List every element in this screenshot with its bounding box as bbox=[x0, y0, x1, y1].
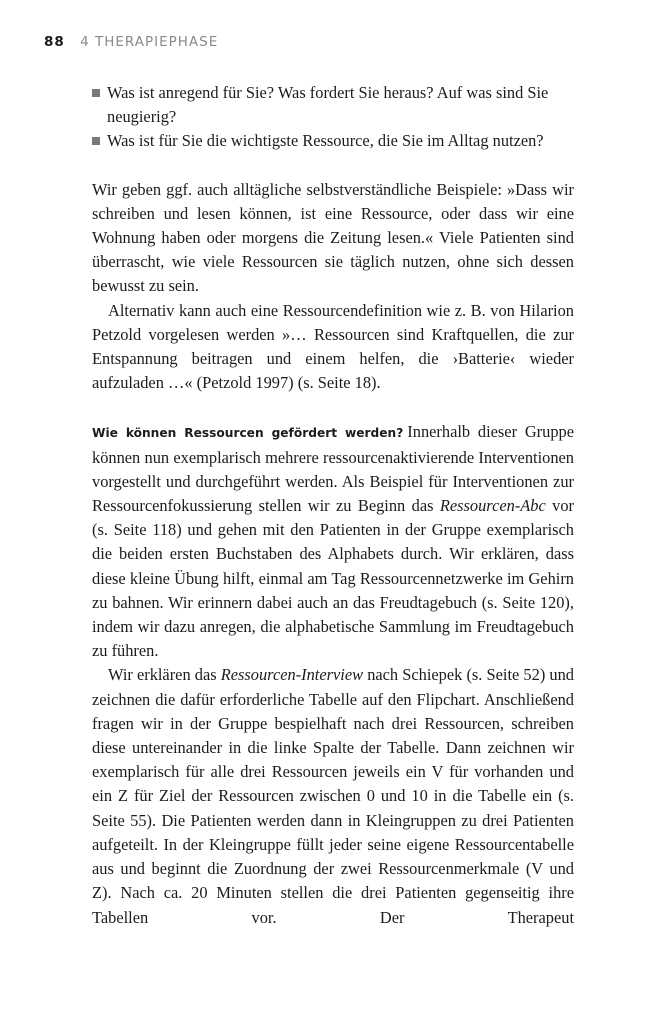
emphasized-term: Ressourcen-Abc bbox=[439, 496, 546, 516]
emphasized-term: Ressourcen-Interview bbox=[220, 665, 364, 685]
paragraph-definition: Alternativ kann auch eine Ressourcendefinition wie z. B. von Hilarion Petzold vorgelesen werden »… Ressourcen sind Kraftquellen, die zur Entspannung beitragen und einem helfen, die ›Batterie‹ wieder aufzuladen …« (Petzold 1997) (s. Seite 18). bbox=[92, 300, 574, 393]
question-list-item: Was ist anregend für Sie? Was fordert Sie heraus? Auf was sind Sie neugierig? bbox=[92, 81, 574, 129]
chapter-title: 4 THERAPIEPHASE bbox=[80, 34, 219, 50]
question-list-item: Was ist für Sie die wichtigste Ressource, die Sie im Alltag nutzen? bbox=[92, 129, 574, 153]
paragraph-text: Innerhalb dieser Gruppe können nun exemplarisch mehrere ressourcenaktivierende Interventionen vorgestellt und durchgeführt werden. Als Beispiel für Interventionen zur Ressourcenfokussierung stellen wir zu Beginn das bbox=[92, 422, 574, 516]
paragraph-promotion bbox=[92, 420, 574, 663]
paragraph-text: Wir erklären das bbox=[108, 665, 221, 685]
running-header bbox=[44, 34, 218, 50]
section-run-in-heading: Wie können Ressourcen gefördert werden? bbox=[92, 426, 404, 441]
question-list bbox=[92, 81, 574, 154]
paragraph-examples: Wir geben ggf. auch alltägliche selbstverständliche Beispiele: »Dass wir schreiben und lesen können, ist eine Ressource, oder dass wir eine Wohnung haben oder morgens die Zeitung lesen.« Viele Patienten sind überrascht, wie viele Ressourcen sie täglich nutzen, ohne sich dessen bewusst zu sein. bbox=[92, 179, 574, 296]
body-text bbox=[92, 81, 574, 930]
paragraph-text: nach Schiepek (s. Seite 52) und zeichnen die dafür erforderliche Tabelle auf den Flipchart. Anschließend fragen wir in der Gruppe bespielhaft nach drei Ressourcen, schreiben diese untereinander in die linke Spalte der Tabelle. Dann zeichnen wir exemplarisch für alle drei Ressourcen jeweils ein V für vorhanden und ein Z für Ziel der Ressourcen zwischen 0 und 10 in die Tabelle ein (s. Seite 55). Die Patienten werden dann in Kleingruppen zu drei Patienten aufgeteilt. In der Kleingruppe füllt jeder seine eigene Ressourcentabelle aus und beginnt die Zuordnung der zwei Ressourcenmerkmale (V und Z). Nach ca. 20 Minuten stellen die drei Patienten gegenseitig ihre Tabellen vor. Der Therapeut bbox=[92, 665, 574, 927]
paragraph-interview bbox=[92, 663, 574, 929]
page-number: 88 bbox=[44, 34, 65, 50]
paragraph-text: vor (s. Seite 118) und gehen mit den Patienten in der Gruppe exemplarisch die beiden ersten Buchstaben des Alphabets durch. Wir erklären, dass diese kleine Übung hilft, einmal am Tag Ressourcennetzwerke im Gehirn zu bahnen. Wir erinnern dabei auch an das Freudtagebuch (s. Seite 120), indem wir dazu anregen, die alphabetische Sammlung im Freudtagebuch zu führen. bbox=[92, 496, 575, 661]
